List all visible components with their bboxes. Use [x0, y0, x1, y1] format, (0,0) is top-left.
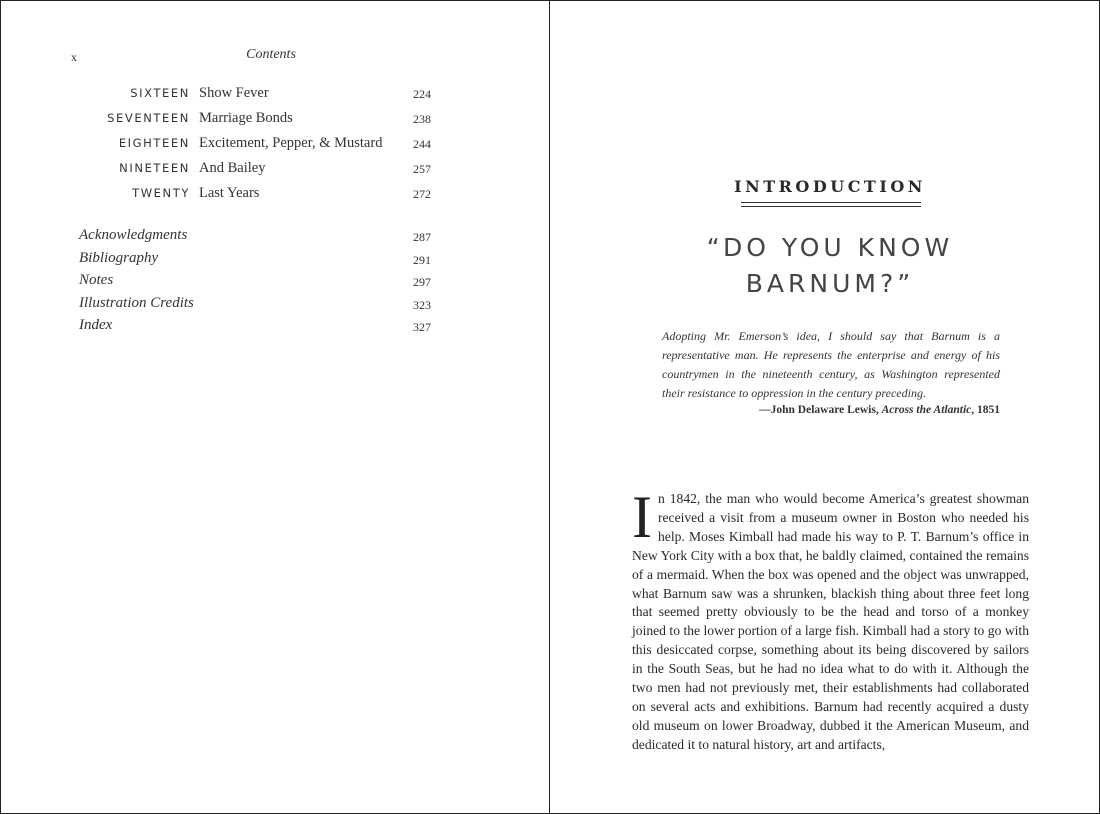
toc-entry[interactable] — [1, 295, 552, 318]
chapter-number: EIGHTEEN — [118, 136, 190, 150]
running-head: Contents — [246, 47, 296, 62]
back-matter-page: 297 — [413, 275, 431, 289]
epigraph-work: Across the Atlantic — [881, 404, 972, 416]
toc-entry[interactable] — [1, 183, 552, 208]
back-matter-page: 327 — [413, 320, 431, 334]
page-number: x — [71, 50, 77, 64]
chapter-page: 272 — [413, 187, 431, 201]
body-text: n 1842, the man who would become America’s greatest showman received a visit from a museum owner in Boston who needed his help. Moses Kimball had made his way to P. T. Barnum’s office in New York City with a box that, he baldly claimed, contained the remains of a mermaid. When the box was opened and the object was unwrapped, what Barnum saw was a shrunken, blackish thing about three feet long that seemed pretty obviously to be the head and torso of a monkey joined to the lower portion of a large fish. Kimball had a story to go with this desiccated corpse, something about its being discovered by sailors in the South Seas, but he had no idea what to do with it. Although the two men had not previously met, their establishments had collaborated on several acts and exhibitions. Barnum had recently acquired a dusty old museum on lower Broadway, dubbed it the American Museum, and dedicated it to natural history, art and artifacts, — [632, 491, 1029, 752]
chapter-page: 238 — [413, 112, 431, 126]
toc-entry[interactable] — [1, 317, 552, 340]
chapter-number: SIXTEEN — [130, 86, 190, 100]
back-matter-title: Index — [79, 317, 113, 333]
back-matter-page: 323 — [413, 297, 431, 312]
toc-entry[interactable] — [1, 133, 552, 158]
back-matter-title: Illustration Credits — [79, 294, 194, 311]
chapter-heading-line-2: BARNUM?” — [745, 269, 915, 298]
body-paragraph — [632, 484, 1029, 755]
chapter-number: SEVENTEEN — [107, 111, 190, 125]
toc-entry[interactable] — [1, 83, 552, 108]
chapter-title: Show Fever — [199, 85, 269, 101]
chapter-heading-line-1: “DO YOU KNOW — [706, 233, 954, 262]
toc-chapter-list — [1, 83, 552, 208]
chapter-page: 257 — [413, 162, 431, 176]
toc-entry[interactable] — [1, 158, 552, 183]
chapter-number: NINETEEN — [119, 161, 190, 175]
chapter-title: Excitement, Pepper, & Mustard — [199, 135, 383, 151]
back-matter-title: Acknowledgments — [79, 227, 188, 243]
drop-cap: I — [632, 484, 652, 550]
chapter-page: 244 — [413, 137, 431, 151]
epigraph-year: , 1851 — [971, 404, 1000, 416]
back-matter-title: Notes — [79, 272, 114, 288]
decorative-rule — [741, 202, 921, 207]
chapter-title: And Bailey — [199, 160, 266, 176]
right-page — [549, 0, 1100, 814]
toc-entry[interactable] — [1, 272, 552, 295]
toc-entry[interactable] — [1, 227, 552, 250]
back-matter-page: 287 — [413, 230, 431, 244]
chapter-page: 224 — [413, 87, 431, 101]
chapter-heading — [550, 230, 1100, 302]
toc-back-matter-list — [1, 227, 552, 340]
epigraph-attribution — [662, 404, 1000, 416]
toc-entry[interactable] — [1, 108, 552, 133]
chapter-number: TWENTY — [132, 186, 190, 200]
back-matter-page: 291 — [413, 252, 431, 267]
epigraph-text: Adopting Mr. Emerson’s idea, I should say that Barnum is a representative man. He represents the enterprise and energy of his countrymen in the nineteenth century, as Washington represented their resistance to oppression in the century preceding. — [662, 329, 1000, 400]
epigraph-author: —John Delaware Lewis, — [759, 404, 882, 416]
back-matter-title: Bibliography — [79, 249, 159, 266]
section-label: INTRODUCTION — [734, 177, 926, 196]
chapter-title: Last Years — [199, 185, 260, 201]
chapter-title: Marriage Bonds — [199, 110, 293, 126]
toc-entry[interactable] — [1, 250, 552, 273]
